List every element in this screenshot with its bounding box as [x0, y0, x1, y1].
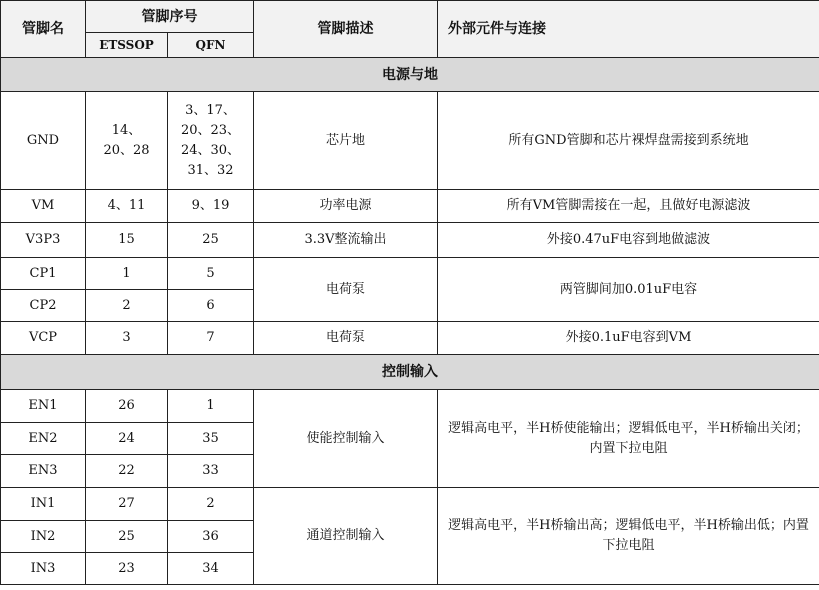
- table-row: [1, 322, 819, 355]
- pin-etssop: 15: [86, 223, 168, 258]
- pin-etssop: 1: [86, 258, 168, 290]
- pin-name: IN3: [1, 553, 86, 585]
- pin-desc: 功率电源: [254, 190, 438, 223]
- pin-etssop: 4、11: [86, 190, 168, 223]
- pin-conn: 逻辑高电平，半H桥使能输出；逻辑低电平，半H桥输出关闭；内置下拉电阻: [438, 390, 819, 488]
- pin-conn: 两管脚间加0.01uF电容: [438, 258, 819, 322]
- pin-qfn: 2: [168, 488, 254, 521]
- pin-etssop: 23: [86, 553, 168, 585]
- pin-etssop: 27: [86, 488, 168, 521]
- pin-name: IN2: [1, 521, 86, 553]
- pin-qfn: 5: [168, 258, 254, 290]
- pin-qfn: 34: [168, 553, 254, 585]
- pin-name: CP1: [1, 258, 86, 290]
- pin-qfn: 3、17、20、23、24、30、31、32: [168, 92, 254, 190]
- header-pin-number: 管脚序号: [86, 1, 254, 33]
- pin-conn: 外接0.1uF电容到VM: [438, 322, 819, 355]
- pin-etssop: 14、20、28: [86, 92, 168, 190]
- pin-etssop: 24: [86, 423, 168, 455]
- pin-etssop: 25: [86, 521, 168, 553]
- pin-qfn: 6: [168, 290, 254, 322]
- header-pin-desc: 管脚描述: [254, 1, 438, 58]
- table-row: [1, 390, 819, 423]
- section-row: [1, 355, 819, 390]
- pin-qfn: 33: [168, 455, 254, 488]
- header-row: [1, 1, 819, 33]
- pin-etssop: 22: [86, 455, 168, 488]
- pin-desc: 通道控制输入: [254, 488, 438, 585]
- pin-name: EN2: [1, 423, 86, 455]
- pin-name: VCP: [1, 322, 86, 355]
- section-control: 控制输入: [1, 355, 819, 390]
- pin-name: GND: [1, 92, 86, 190]
- pin-desc: 使能控制输入: [254, 390, 438, 488]
- table-row: [1, 488, 819, 521]
- header-pkg-etssop: ETSSOP: [86, 33, 168, 58]
- pin-conn: 所有VM管脚需接在一起，且做好电源滤波: [438, 190, 819, 223]
- pin-qfn: 7: [168, 322, 254, 355]
- pin-desc: 电荷泵: [254, 258, 438, 322]
- section-row: [1, 58, 819, 92]
- pin-name: EN3: [1, 455, 86, 488]
- pin-conn: 所有GND管脚和芯片裸焊盘需接到系统地: [438, 92, 819, 190]
- header-pkg-qfn: QFN: [168, 33, 254, 58]
- table-row: [1, 190, 819, 223]
- pin-qfn: 1: [168, 390, 254, 423]
- pin-desc: 3.3V整流输出: [254, 223, 438, 258]
- pin-etssop: 2: [86, 290, 168, 322]
- pin-name: IN1: [1, 488, 86, 521]
- header-external: 外部元件与连接: [438, 1, 819, 58]
- pin-desc: 芯片地: [254, 92, 438, 190]
- section-power: 电源与地: [1, 58, 819, 92]
- pin-desc: 电荷泵: [254, 322, 438, 355]
- table-row: [1, 92, 819, 190]
- pin-etssop: 3: [86, 322, 168, 355]
- pin-qfn: 25: [168, 223, 254, 258]
- header-pin-name: 管脚名: [1, 1, 86, 58]
- table-row: [1, 258, 819, 290]
- pin-name: CP2: [1, 290, 86, 322]
- pin-name: VM: [1, 190, 86, 223]
- pin-conn: 逻辑高电平，半H桥输出高；逻辑低电平，半H桥输出低；内置下拉电阻: [438, 488, 819, 585]
- pin-qfn: 36: [168, 521, 254, 553]
- pin-qfn: 9、19: [168, 190, 254, 223]
- pin-qfn: 35: [168, 423, 254, 455]
- table-row: [1, 223, 819, 258]
- pin-conn: 外接0.47uF电容到地做滤波: [438, 223, 819, 258]
- pin-name: V3P3: [1, 223, 86, 258]
- pin-etssop: 26: [86, 390, 168, 423]
- pin-name: EN1: [1, 390, 86, 423]
